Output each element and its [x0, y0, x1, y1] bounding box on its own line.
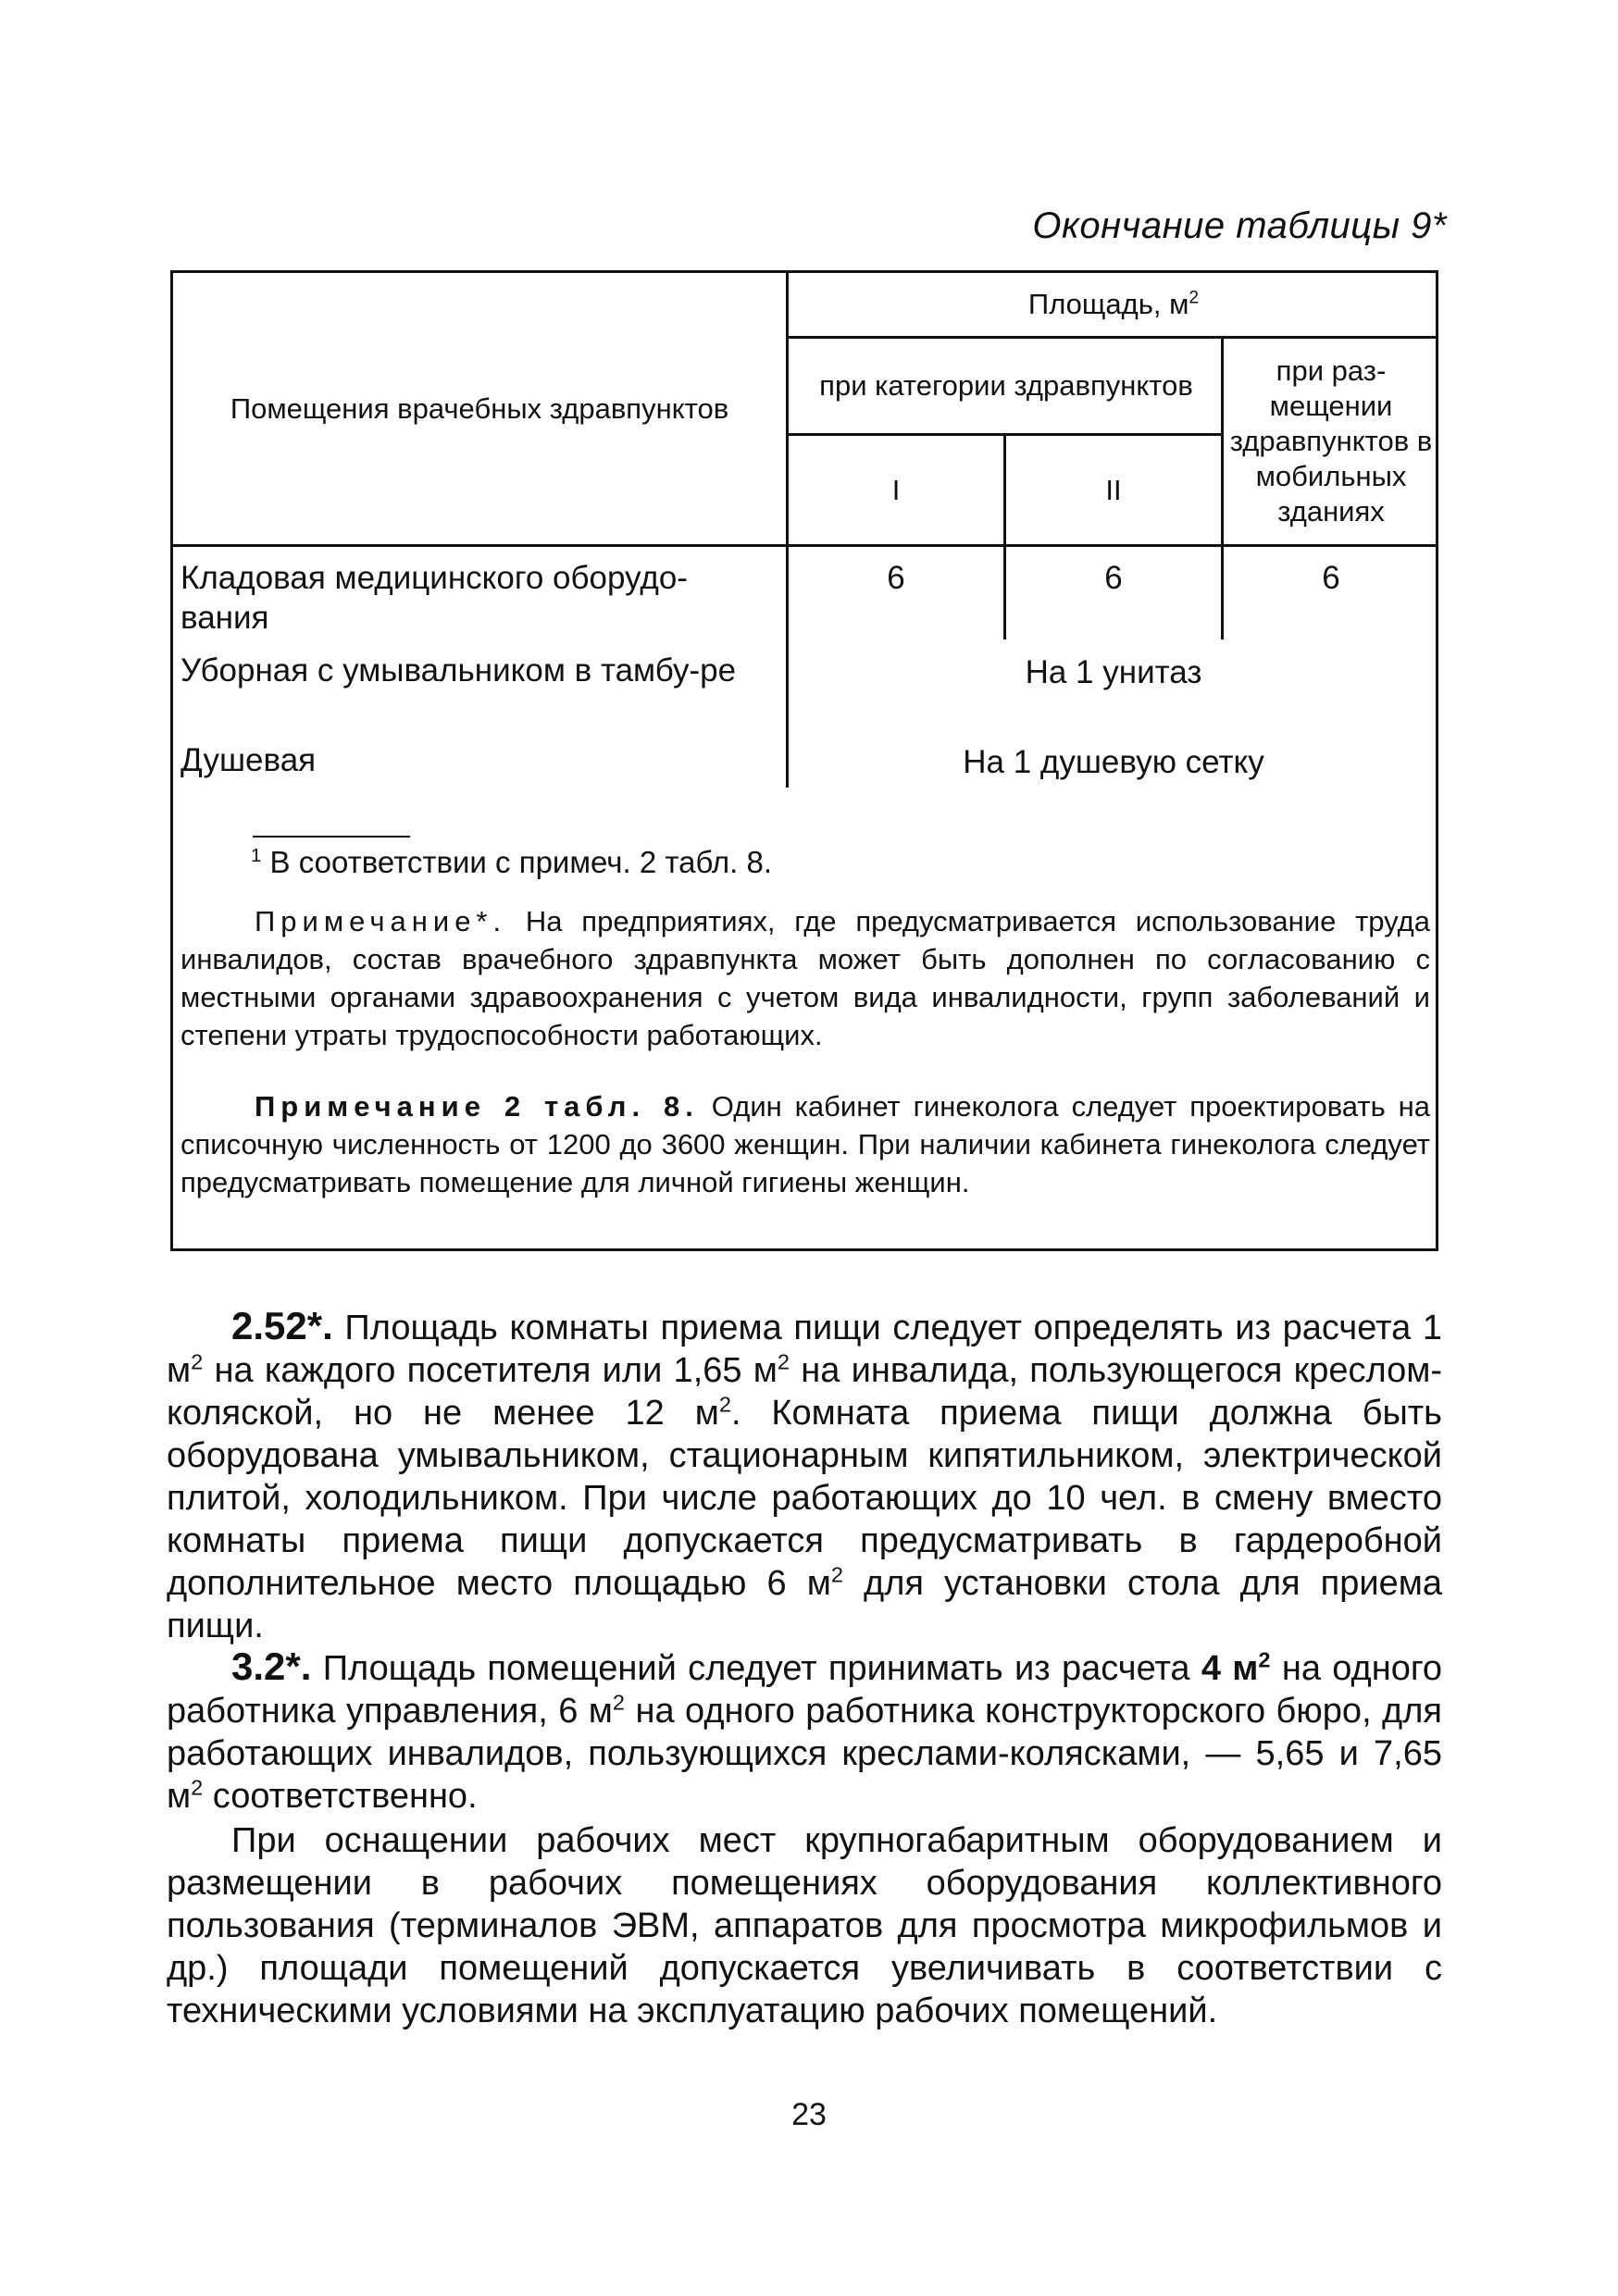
note-1-label: Примечание*. — [255, 905, 507, 937]
paragraph-2-52-text: на инвалида, пользующегося креслом-коляской, но не менее 12 м — [167, 1351, 1442, 1433]
table-row — [180, 740, 773, 780]
superscript: 2 — [191, 1349, 204, 1374]
header-cat-1-text: I — [891, 473, 901, 506]
table-row — [180, 651, 773, 690]
note-1 — [180, 902, 1430, 1054]
paragraph-3-2-number: 3.2*. — [231, 1644, 312, 1688]
header-cat-2-text: II — [1105, 473, 1122, 506]
note-2 — [180, 1087, 1430, 1201]
header-rooms-text: Помещения врачебных здравпунктов — [230, 391, 729, 425]
paragraph-3-2-bold: 4 м — [1201, 1649, 1259, 1688]
paragraph-2-52-text: на каждого посетителя или 1,65 м — [203, 1351, 778, 1390]
header-category-text: при категории здравпунктов — [819, 369, 1193, 402]
superscript: 2 — [777, 1349, 790, 1374]
row-2-value-text: На 1 унитаз — [1025, 653, 1202, 690]
header-mobile-text: при раз-мещении здравпунктов в мобильных зданиях — [1229, 354, 1433, 527]
row-2-name: Уборная с умывальником в тамбу-ре — [180, 652, 737, 689]
row-3-value-text: На 1 душевую сетку — [963, 743, 1264, 780]
footnote-mark: 1 — [251, 845, 262, 866]
superscript: 2 — [718, 1392, 731, 1417]
row-1-name: Кладовая медицинского оборудо-вания — [180, 560, 688, 636]
footnote-text: В соответствии с примеч. 2 табл. 8. — [269, 845, 772, 879]
paragraph-3-2-text: Площадь помещений следует принимать из расчета — [322, 1649, 1201, 1688]
paragraph-3-2-text: на одного работника управления, 6 м — [167, 1649, 1443, 1731]
table-caption: Окончание таблицы 9* — [1032, 205, 1447, 246]
table-row — [180, 558, 773, 638]
note-2-label: Примечание 2 табл. 8. — [255, 1090, 699, 1123]
row-1-mobile — [1224, 556, 1438, 599]
row-1-cat-1 — [789, 556, 1003, 599]
paragraph-equipment — [167, 1819, 1442, 2032]
header-category — [803, 339, 1210, 433]
rule — [1221, 336, 1224, 547]
paragraph-3-2-text: на одного работника конструкторского бюро, для работающих инвалидов, пользующихся креслами-колясками, — 5,65 и 7,65 м — [167, 1692, 1442, 1816]
page-number: 23 — [791, 2097, 827, 2132]
superscript: 2 — [191, 1775, 204, 1800]
paragraph-2-52-text: для установки стола для приема пищи. — [167, 1564, 1443, 1645]
row-3-name: Душевая — [180, 742, 317, 778]
note-2-text: Один кабинет гинеколога следует проектировать на списочную численность от 1200 до 3600 женщин. При наличии кабинета гинеколога следует предусматривать помещение для личной гигиены женщин. — [180, 1090, 1430, 1198]
paragraph-3-2 — [167, 1645, 1442, 1818]
footnote-rule — [253, 836, 410, 838]
row-1-cat-2-value: 6 — [1104, 559, 1123, 596]
superscript: 2 — [1258, 1647, 1271, 1672]
paragraph-3-2-text: соответственно. — [203, 1777, 478, 1816]
header-area-sup: 2 — [1189, 288, 1200, 308]
row-2-value — [789, 651, 1438, 693]
superscript: 2 — [830, 1562, 843, 1587]
note-1-text: На предприятиях, где предусматривается использование труда инвалидов, состав врачебного здравпункта может быть дополнен по согласованию с местными органами здравоохранения с учетом вида инвалидности, групп заболеваний и степени утраты трудоспособности работающих. — [180, 905, 1430, 1051]
paragraph-2-52-text: Площадь комнаты приема пищи следует определять из расчета 1 м — [167, 1309, 1442, 1390]
row-1-cat-2 — [1006, 556, 1221, 599]
table-9-continuation — [170, 270, 1438, 1251]
header-cat-2 — [1006, 436, 1221, 544]
paragraph-2-52 — [167, 1305, 1442, 1647]
header-rooms — [173, 273, 786, 544]
rule — [173, 544, 1438, 547]
header-area-label: Площадь, м — [1027, 288, 1189, 320]
row-3-value — [789, 740, 1438, 783]
superscript: 2 — [612, 1690, 626, 1715]
header-area — [789, 273, 1438, 336]
paragraph-2-52-number: 2.52*. — [231, 1304, 333, 1347]
paragraph-2-52-text: . Комната приема пищи должна быть оборудована умывальником, стационарным кипятильником, электрической плитой, холодильником. При числе работающих до 10 чел. в смену вместо комнаты приема пищи допускается предусматривать в гардеробной дополнительное место площадью 6 м — [167, 1394, 1442, 1603]
row-1-mobile-value: 6 — [1322, 559, 1340, 596]
footnote — [251, 845, 772, 880]
header-area-text — [1028, 287, 1199, 322]
header-mobile — [1228, 339, 1434, 544]
paragraph-equipment-text: При оснащении рабочих мест крупногабаритным оборудованием и размещении в рабочих помещениях оборудования коллективного пользования (терминалов ЭВМ, аппаратов для просмотра микрофильмов и др.) площади помещений допускается увеличивать в соответствии с техническими условиями на эксплуатацию рабочих помещений. — [167, 1821, 1442, 2030]
header-cat-1 — [789, 436, 1003, 544]
row-1-cat-1-value: 6 — [887, 559, 905, 596]
